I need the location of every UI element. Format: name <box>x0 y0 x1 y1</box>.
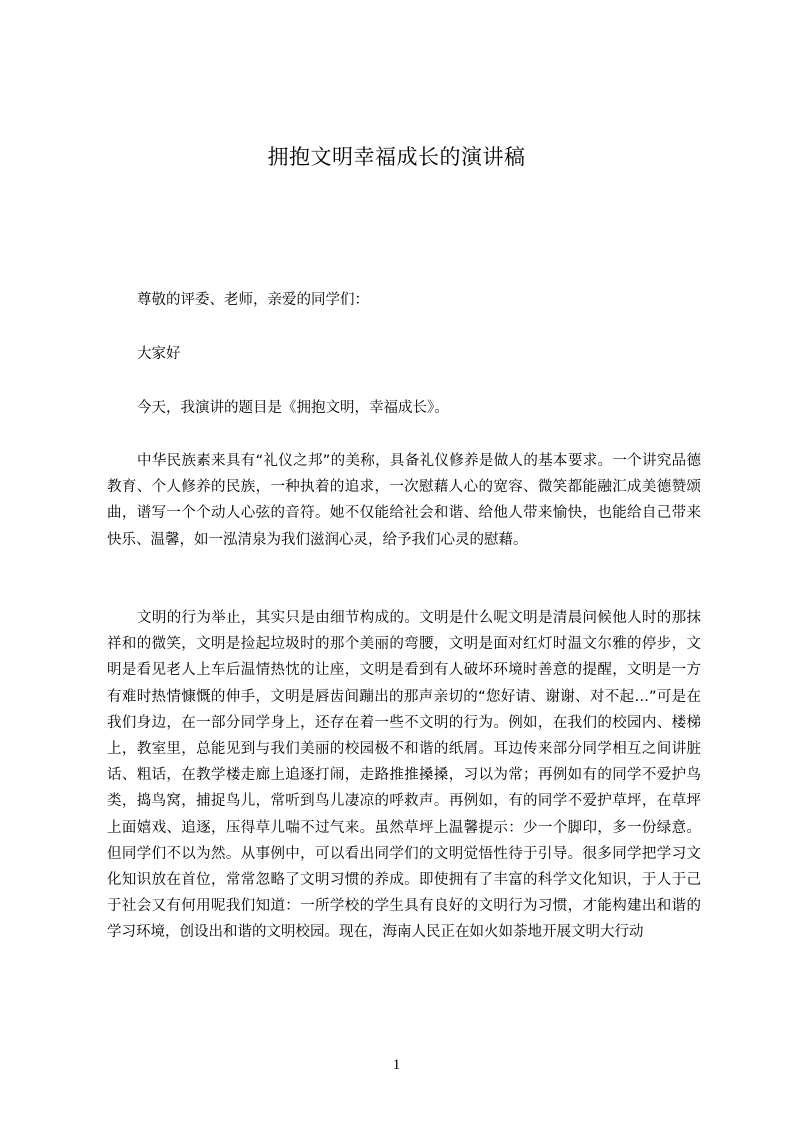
document-title: 拥抱文明幸福成长的演讲稿 <box>267 145 526 169</box>
body-paragraph-2: 文明的行为举止，其实只是由细节构成的。文明是什么呢文明是清晨问候他人时的那抹祥和的微笑，文明是捡起垃圾时的那个美丽的弯腰，文明是面对红灯时温文尔雅的停步，文明是看见老人上车后温情热忱的让座，文明是看到有人破坏环境时善意的提醒，文明是一方有难时热情慷慨的伸手，文明是唇齿间蹦出的那声亲切的“您好请、谢谢、对不起…”可是在我们身边，在一部分同学身上，还存在着一些不文明的行为。例如，在我们的校园内、楼梯上，教室里，总能见到与我们美丽的校园极不和谐的纸屑。耳边传来部分同学相互之间讲脏话、粗话，在教学楼走廊上追逐打闹，走路推推搡搡，习以为常；再例如有的同学不爱护鸟类，捣鸟窝，捕捉鸟儿，常听到鸟儿凄凉的呼救声。再例如，有的同学不爱护草坪，在草坪上面嬉戏、追逐，压得草儿喘不过气来。虽然草坪上温馨提示：少一个脚印，多一份绿意。但同学们不以为然。从事例中，可以看出同学们的文明觉悟性待于引导。很多同学把学习文化知识放在首位，常常忽略了文明习惯的养成。即使拥有了丰富的科学文化知识，于人于己于社会又有何用呢我们知道：一所学校的学生具有良好的文明行为习惯，才能构建出和谐的学习环境，创设出和谐的文明校园。现在，海南人民正在如火如荼地开展文明大行动 <box>107 610 701 941</box>
page-number: 1 <box>392 1057 401 1073</box>
greeting-line: 尊敬的评委、老师，亲爱的同学们： <box>137 292 369 308</box>
body-paragraph-1: 中华民族素来具有“礼仪之邦”的美称，具备礼仪修养是做人的基本要求。一个讲究品德教育、个人修养的民族，一种执着的追求，一次慰藉人心的宽容、微笑都能融汇成美德赞颂曲，谱写一个个动人心弦的音符。她不仅能给社会和谐、给他人带来愉快，也能给自己带来快乐、温馨，如一泓清泉为我们滋润心灵，给予我们心灵的慰藉。 <box>107 453 701 548</box>
hello-line: 大家好 <box>137 346 181 362</box>
topic-line: 今天，我演讲的题目是《拥抱文明，幸福成长》。 <box>137 400 449 416</box>
